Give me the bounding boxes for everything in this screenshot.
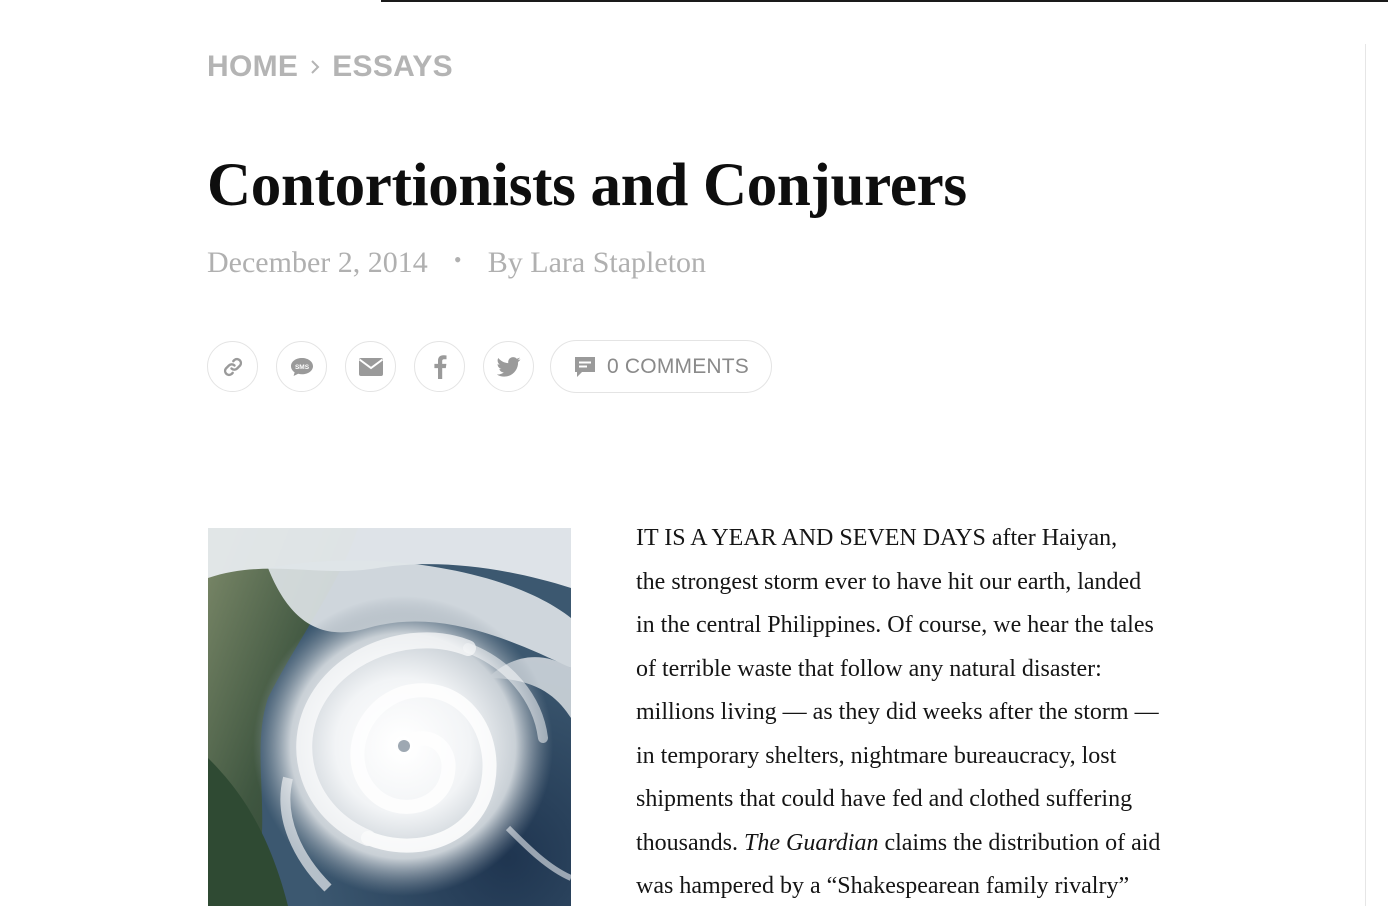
svg-text:SMS: SMS	[294, 363, 309, 371]
share-facebook-button[interactable]	[414, 341, 465, 392]
body-text: in the central Philippines. Of course, we hear the tales	[636, 612, 1154, 638]
link-icon	[221, 355, 245, 379]
sms-icon	[289, 355, 315, 379]
typhoon-satellite-image	[208, 528, 571, 906]
comment-icon	[573, 355, 597, 379]
top-divider	[381, 0, 1388, 2]
body-text: in temporary shelters, nightmare bureaucracy, lost	[636, 742, 1117, 769]
body-line	[636, 865, 1236, 906]
comments-label: 0 COMMENTS	[607, 354, 750, 378]
body-text: thousands.	[636, 829, 744, 856]
article-date: December 2, 2014	[207, 246, 428, 279]
twitter-icon	[497, 357, 521, 377]
body-line	[636, 648, 1236, 692]
publication-name: The Guardian	[744, 829, 879, 856]
article-body	[636, 517, 1236, 906]
body-text: of terrible waste that follow any natural disaster:	[636, 655, 1102, 682]
body-line	[636, 561, 1236, 605]
body-text: claims the distribution of aid	[878, 829, 1161, 856]
share-email-button[interactable]	[345, 341, 396, 392]
body-text: shipments that could have fed and clothed suffering	[636, 786, 1133, 812]
body-line	[636, 735, 1236, 779]
article-meta	[207, 246, 706, 280]
breadcrumb-chevron-icon	[298, 58, 332, 76]
share-link-button[interactable]	[207, 341, 258, 392]
body-text: millions living — as they did weeks after the storm —	[636, 699, 1159, 725]
page-title: Contortionists and Conjurers	[207, 152, 967, 219]
body-line	[636, 691, 1236, 735]
breadcrumb-essays-link[interactable]: ESSAYS	[332, 50, 453, 83]
breadcrumb	[207, 50, 453, 84]
sidebar-divider	[1365, 44, 1366, 906]
body-line	[636, 778, 1236, 822]
body-text: was hampered by a “Shakespearean family rivalry”	[636, 873, 1130, 899]
meta-separator: •	[453, 247, 462, 272]
body-line	[636, 604, 1236, 648]
body-text: the strongest storm ever to have hit our earth, landed	[636, 568, 1142, 595]
article-byline[interactable]: By Lara Stapleton	[487, 246, 707, 279]
share-bar	[207, 340, 772, 393]
share-twitter-button[interactable]	[483, 341, 534, 392]
facebook-icon	[433, 355, 447, 379]
breadcrumb-home-link[interactable]: HOME	[207, 50, 299, 83]
email-icon	[358, 357, 384, 377]
share-sms-button[interactable]	[276, 341, 327, 392]
body-line	[636, 822, 1236, 866]
comments-button[interactable]	[550, 340, 772, 393]
body-text: IT IS A YEAR AND SEVEN DAYS after Haiyan,	[636, 525, 1118, 551]
body-line	[636, 517, 1236, 561]
